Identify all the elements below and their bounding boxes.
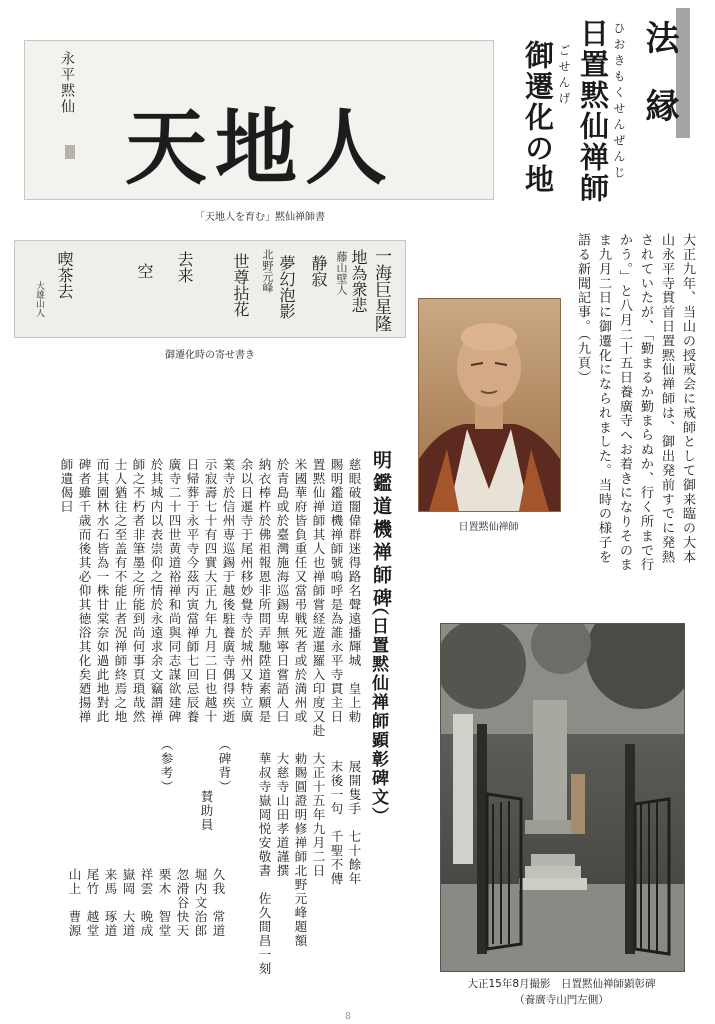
- stele-text-column: 余以日暹寺于尾州移妙覺寺於城州又特立廣: [239, 458, 254, 724]
- stele-text-column: 廣寺二十四世黄道裕禅和尚與同志謀欲建碑: [167, 458, 182, 724]
- portrait-photo: [418, 298, 561, 512]
- stele-text-column: 業寺於信州専巡錫于越後駐養廣寺偶得疾逝: [221, 458, 236, 724]
- stele-note-back: （碑背）: [217, 738, 232, 794]
- yosegaki-column: 夢幻泡影: [277, 255, 296, 319]
- calligraphy-main-text: 天地人: [125, 100, 396, 196]
- yosegaki-column: 藤山壁人: [335, 251, 348, 295]
- stele-text-column: 慈眼破闇偉群迷得路名聲遠播輝城 皇上勅: [347, 458, 362, 724]
- stele-text-column: 而其園林水石皆為一株甘棠奈如過此地對此: [95, 458, 110, 724]
- yosegaki-column: 地為衆悲: [349, 249, 368, 313]
- yosegaki-column: 静寂: [309, 255, 328, 287]
- donor-name: 山上 曹源: [67, 868, 82, 938]
- seal-stamp: [65, 145, 75, 159]
- stele-note-reference: （参考）: [159, 738, 174, 794]
- calligraphy-1-caption: 「天地人を育む」黙仙禅師書: [195, 212, 325, 223]
- donor-name: 尾竹 越堂: [85, 868, 100, 938]
- stele-verse-column: 勅賜圓證明修禅師北野元峰題額: [293, 752, 308, 948]
- yosegaki-column: 北野元峰: [261, 249, 274, 293]
- main-title-line-1: 日置黙仙禅師: [576, 18, 610, 204]
- stele-text-column: 師遺偈曰: [59, 458, 74, 514]
- stele-verse-column: 展開隻手 七十餘年: [347, 760, 362, 886]
- stele-verse-column: 大慈寺山田孝道謹撰: [275, 752, 290, 878]
- calligraphy-2-caption: 御遷化時の寄せ書き: [165, 350, 255, 361]
- section-title: 法縁: [639, 20, 679, 156]
- stele-text-column: 於其城内以表崇仰之情於永遠求余文竊謂禅: [149, 458, 164, 724]
- stele-text-column: 示寂壽七十有四實大正九年九月二日也越十: [203, 458, 218, 724]
- donor-name: 堀内文治郎: [193, 868, 208, 938]
- stele-note-supporters: 賛助員: [199, 790, 214, 832]
- stele-text-column: 置黙仙禅師其人也禅師嘗経遊暹羅入印度又赴: [311, 458, 326, 738]
- yosegaki-column: 一海巨星隆: [371, 247, 391, 332]
- yosegaki-column: 喫茶去: [55, 251, 74, 299]
- stele-text-column: 米國華府皆負重任又當弔戦死者或於満州或: [293, 458, 308, 724]
- page-number: 8: [345, 1012, 351, 1022]
- stele-text-column: 賜明鑑道機禅師號嗚呼是為誰永平寺貫主日: [329, 458, 344, 724]
- calligraphy-signature: 永平黙仙: [59, 51, 75, 115]
- temple-photo-caption-line-2: （養廣寺山門左側）: [514, 994, 609, 1006]
- calligraphy-scroll-tenchijin: [24, 40, 494, 200]
- stele-text-column: 士人猶往之至盖有不能止者況禅師終焉之地: [113, 458, 128, 724]
- stele-verse-column: 大正十五年九月二日: [311, 752, 326, 878]
- yosegaki-column: 大雄山人: [34, 281, 44, 317]
- stele-title: 明鑑道機禅師碑: [370, 450, 392, 611]
- stele-text-column: 碑者雖千歳而後其必仰其徳浴其化矣廼揚禅: [77, 458, 92, 724]
- stele-text-column: 日帰葬于永平寺今茲丙寅當禅師七回忌辰養: [185, 458, 200, 724]
- main-title-line-2: 御遷化の地: [521, 40, 555, 195]
- donor-name: 忽滑谷快天: [175, 868, 190, 938]
- stele-text-column: 於青島或於臺灣施海巡錫卑無寧日嘗語人曰: [275, 458, 290, 724]
- donor-name: 祥雲 晩成: [139, 868, 154, 938]
- donor-name: 栗木 智堂: [157, 868, 172, 938]
- yosegaki-column: 世尊拈花: [231, 253, 250, 317]
- stele-verse-column: 末後一句 千聖不傳: [329, 760, 344, 886]
- title-ruby-1: ひおきもくせんぜんじ: [612, 22, 626, 182]
- stele-text-column: 納衣棒杵於佛祖報恩非所問弄馳陞道素願是: [257, 458, 272, 724]
- yosegaki-column: 空: [135, 263, 154, 279]
- donor-name: 来馬 琢道: [103, 868, 118, 938]
- calligraphy-scroll-yosegaki: [14, 240, 406, 338]
- donor-name: 嶽岡 大道: [121, 868, 136, 938]
- yosegaki-column: 去来: [175, 251, 194, 283]
- stele-verse-column: 華叔寺嶽岡悦安敬書 佐久間昌一刻: [257, 752, 272, 976]
- stele-subtitle: （日置黙仙禅師顕彰碑文）: [368, 598, 388, 826]
- donor-name: 久我 常道: [211, 868, 226, 938]
- article-body-text: 大正九年、当山の授戒会に戒師として御来臨の大本山永平寺貫首日置黙仙禅師は、御出発前すでに発熱されていたが、「勤まるか勤まらぬか、行く所まで行かう。」と八月二十五日養廣寺へお着きになりそのまま九月二日に御遷化になられました。当時の様子を語る新聞記事。（九頁）: [575, 233, 695, 572]
- temple-photo-caption-line-1: 大正15年8月撮影 日置黙仙禅師顕彰碑: [467, 978, 656, 990]
- portrait-caption: 日置黙仙禅師: [458, 522, 519, 533]
- stele-text-column: 師之不朽者非筆墨之所能到尚何事頁瑣哉然: [131, 458, 146, 724]
- title-ruby-2: ごせんげ: [557, 44, 571, 108]
- temple-gate-photo: [440, 623, 685, 972]
